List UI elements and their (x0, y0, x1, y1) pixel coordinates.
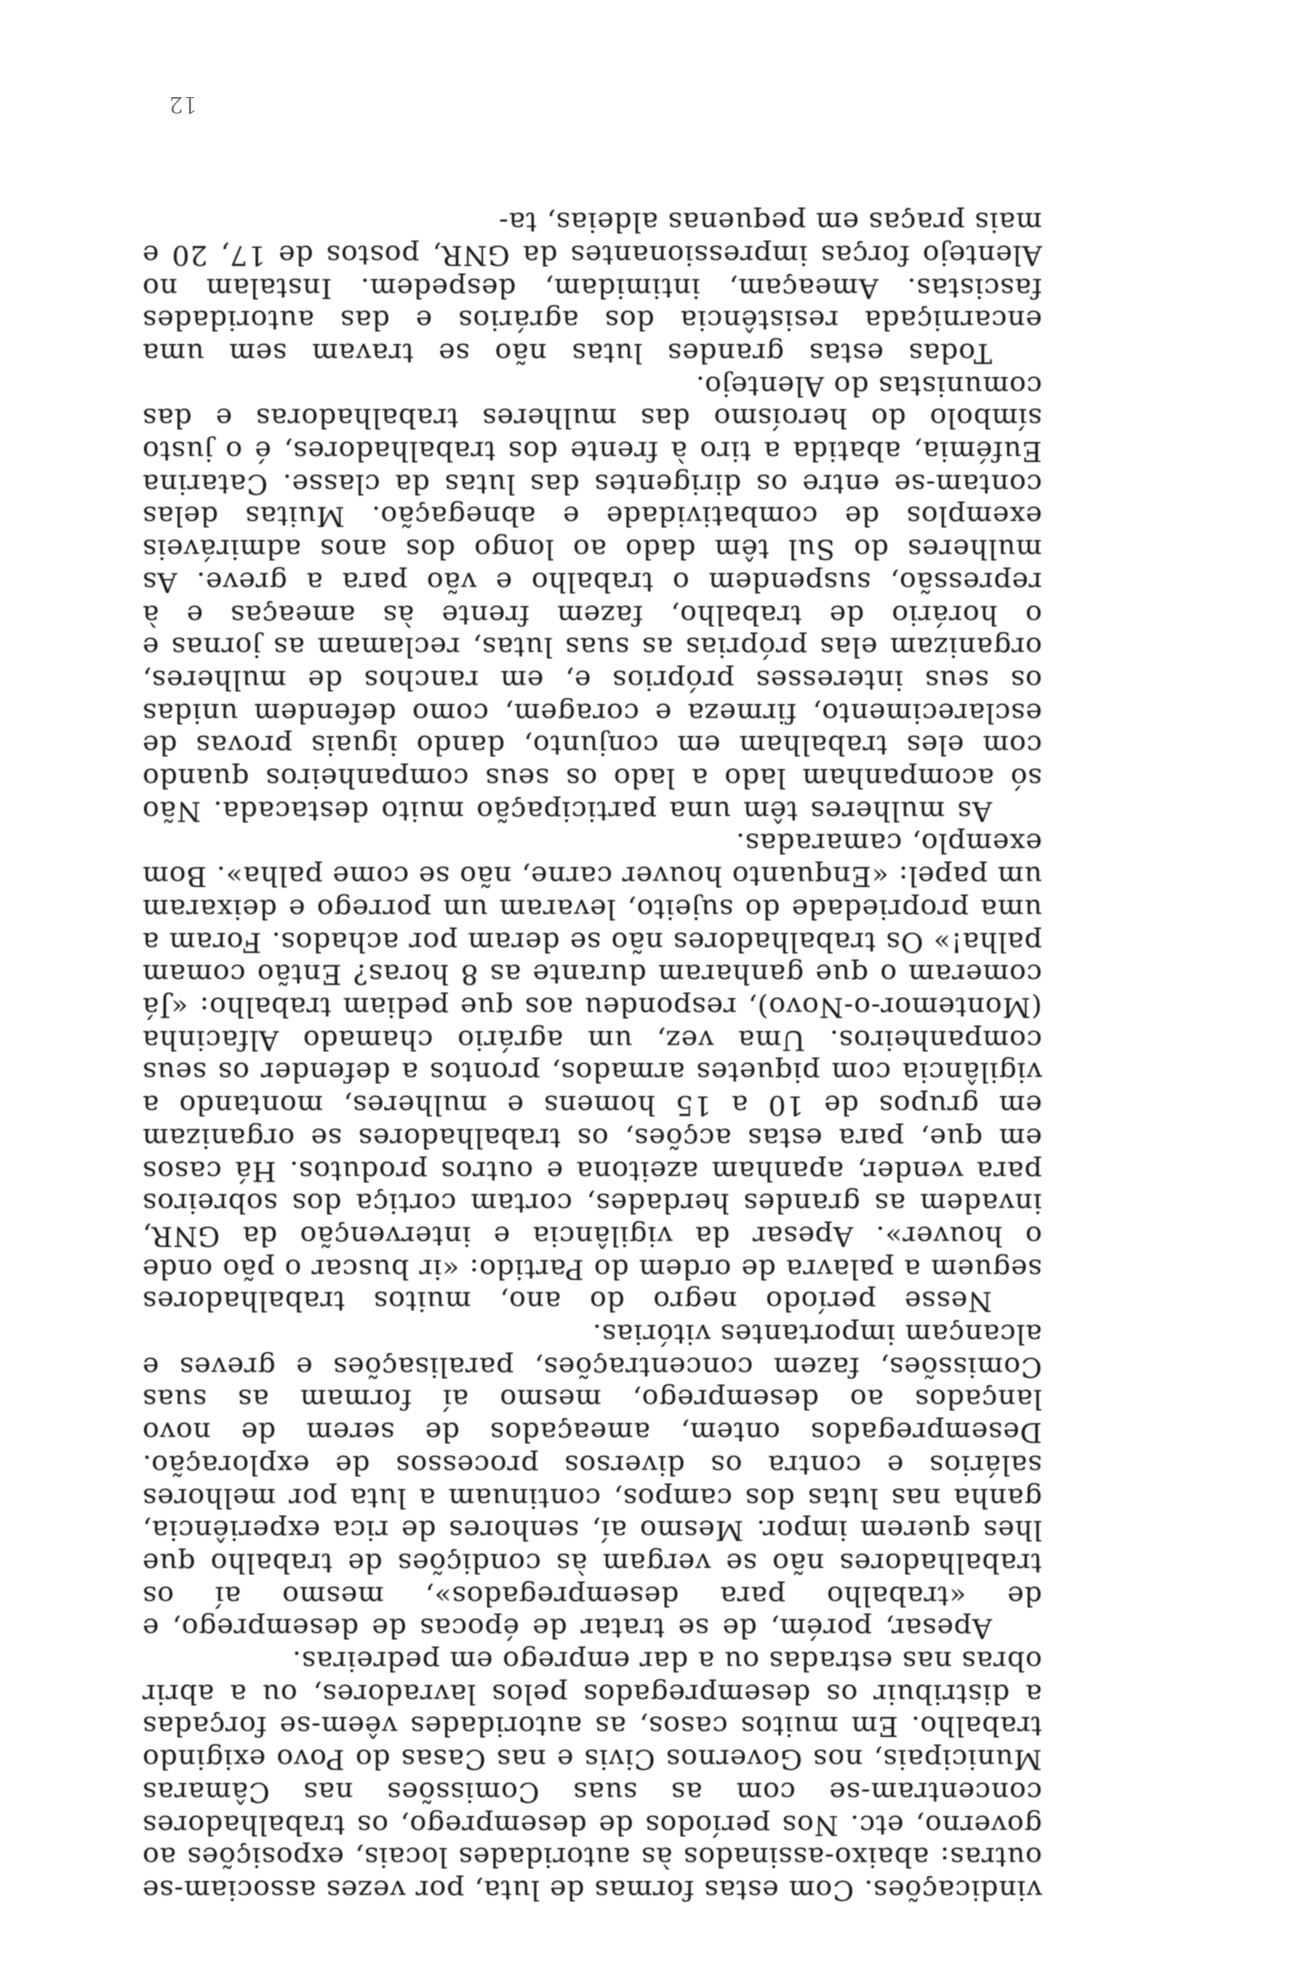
paragraph-5: Todas estas grandes lutas não se travam sem uma encarniçada resistência dos agrários e das autoridades fascistas. Ameaçam, intimidam, despedem. Instalam no Alentejo forças impressionantes da GNR, postos de 17, 20 e mais praças em pequenas aldeias, ta- (142, 206, 1042, 369)
paragraph-1: vindicações. Com estas formas de luta, por vezes associam-se outras: abaixo-assinados às autoridades locais, exposições ao governo, etc. Nos períodos de desemprego, os trabalhadores concentram-se com as suas Comissões nas Câmaras Municipais, nos Governos Civis e nas Casas do Povo exigindo trabalho. Em muitos casos, as autoridades vêem-se forçadas a distribuir os desempregados pelos lavradores, ou a abrir obras nas estradas ou a dar emprego em pedreiras. (142, 1645, 1042, 1906)
paragraph-3: Nesse período negro do ano, muitos trabalhadores seguem a palavra de ordem do Partido: «ir buscar o pão onde o houver». Apesar da vigilância e intervenção da GNR, invadem as grandes herdades, cortam cortiça dos sobreiros para vender, apanham azeitona e outros produtos. Há casos em que, para estas acções, os trabalhadores se organizam em grupos de 10 a 15 homens e mulheres, montando a vigilância com piquetes armados, prontos a defender os seus companheiros. Uma vez, um agrário chamado Alfacinha (Montemor-o-Novo), respondeu aos que pediam trabalho: «Já comeram o que ganharam durante as 8 horas? Então comam palha!» Os trabalhadores não se deram por achados. Foram a uma propriedade do sujeito, levaram um porrego e deixaram um papel: «Enquanto houver carne, não se come palha». Bom exemplo, camaradas. (142, 827, 1042, 1318)
body-text (142, 205, 1042, 1906)
paragraph-2: Apesar, porém, de se tratar de épocas de desemprego, e de «trabalho para desempregados», mesmo aí os trabalhadores não se vergam às condições de trabalho que lhes querem impor. Mesmo aí, senhores de rica experiência, ganha nas lutas dos campos, continuam a luta por melhores salários e contra os diversos processos de exploração. Desempregados ontem, ameaçados de serem de novo lançados ao desemprego, mesmo aí formam as suas Comissões, fazem concentrações, paralisações e greves e alcançam importantes vitórias. (142, 1318, 1042, 1645)
paragraph-4: As mulheres têm uma participação muito destacada. Não só acompanham lado a lado os seus companheiros quando com eles trabalham em conjunto, dando iguais provas de esclarecimento, firmeza e coragem, como defendem unidas os seus interesses próprios e, em ranchos de mulheres, organizam elas próprias as suas lutas, reclamam as jornas e o horário de trabalho, fazem frente às ameaças e à repressão, suspendem o trabalho e vão para a greve. As mulheres do Sul têm dado ao longo dos anos admiráveis exemplos de combatividade e abnegação. Muitas delas contam-se entre os dirigentes das lutas da classe. Catarina Eufémia, abatida a tiro à frente dos trabalhadores, é o justo símbolo do heroísmo das mulheres trabalhadoras e das comunistas do Alentejo. (142, 369, 1042, 827)
page-number: 12 (169, 91, 197, 116)
